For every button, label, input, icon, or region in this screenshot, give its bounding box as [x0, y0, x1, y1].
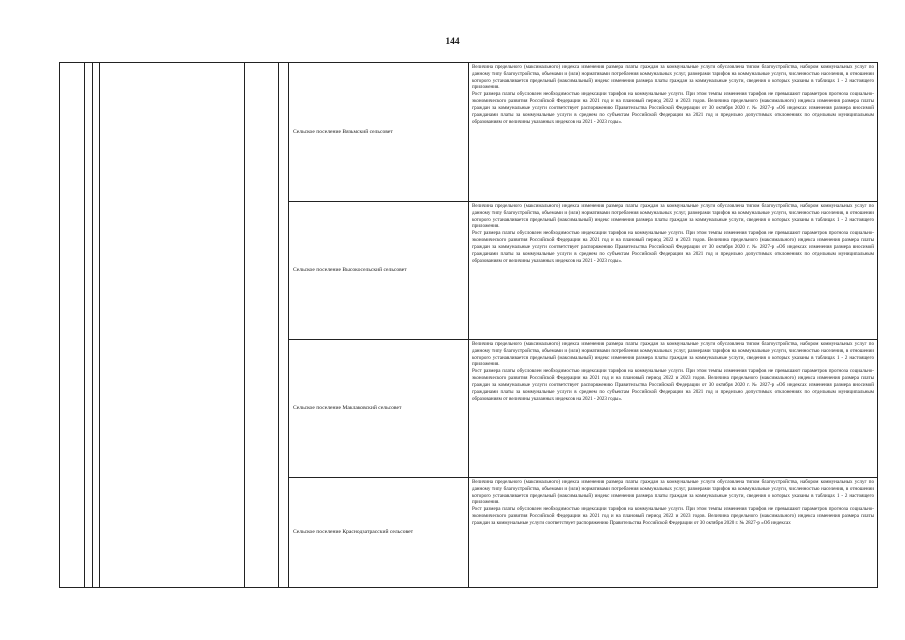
explanation-paragraph: Величина предельного (максимального) индекса изменения размера платы граждан за коммунальные услуги обусловлена типом благоустройства, набором коммунальных услуг по данному типу благоустройства, объемами и (или) нормативами потребления коммунальных услуг, размерами тарифов на коммунальные услуги, численностью населения, в отношении которого устанавливается предельный (максимальный) индекс изменения размера платы граждан за коммунальные услуги, сведения о которых указаны в таблицах 1 - 2 настоящего приложения. — [472, 203, 874, 230]
settlement-name: Сельское поселение Вязьмский сельсовет — [289, 63, 469, 202]
explanation-paragraph: Величина предельного (максимального) индекса изменения размера платы граждан за коммунальные услуги обусловлена типом благоустройства, набором коммунальных услуг по данному типу благоустройства, объемами и (или) нормативами потребления коммунальных услуг, размерами тарифов на коммунальные услуги, численностью населения, в отношении которого устанавливается предельный (максимальный) индекс изменения размера платы граждан за коммунальные услуги, сведения о которых указаны в таблицах 1 - 2 настоящего приложения. — [472, 479, 874, 506]
blank-cell — [100, 63, 245, 588]
settlement-name: Сельское поселение Маклаковский сельсовет — [289, 340, 469, 478]
page-number: 144 — [445, 37, 460, 47]
explanation-cell — [469, 340, 878, 478]
explanation-paragraph: Величина предельного (максимального) индекса изменения размера платы граждан за коммунальные услуги обусловлена типом благоустройства, набором коммунальных услуг по данному типу благоустройства, объемами и (или) нормативами потребления коммунальных услуг, размерами тарифов на коммунальные услуги, численностью населения, в отношении которого устанавливается предельный (максимальный) индекс изменения размера платы граждан за коммунальные услуги, сведения о которых указаны в таблицах 1 - 2 настоящего приложения. — [472, 64, 874, 91]
settlement-name: Сельское поселение Высокосельский сельсовет — [289, 202, 469, 340]
blank-cell — [85, 63, 93, 588]
explanation-cell — [469, 478, 878, 588]
explanation-paragraph: Рост размера платы обусловлен необходимостью индексации тарифов на коммунальные услуги. При этом темпы изменения тарифов не превышают параметров прогноза социально-экономического развития Российской Федерации на 2021 год и на плановый период 2022 и 2023 годов. Величина предельного (максимального) индекса изменения размера платы граждан за коммунальные услуги соответствует распоряжению Правительства Российской Федерации от 30 октября 2020 г. № 2827-р «Об индексах — [472, 506, 874, 526]
table-row — [60, 63, 878, 202]
explanation-paragraph: Рост размера платы обусловлен необходимостью индексации тарифов на коммунальные услуги. При этом темпы изменения тарифов не превышают параметров прогноза социально-экономического развития Российской Федерации на 2021 год и на плановый период 2022 и 2023 годов. Величина предельного (максимального) индекса изменения размера платы граждан за коммунальные услуги соответствует распоряжению Правительства Российской Федерации от 30 октября 2020 г. № 2827-р «Об индексах изменения размера вносимой гражданами платы за коммунальные услуги в среднем по субъектам Российской Федерации на 2021 год и предельно допустимых отклонениях по отдельным муниципальным образованиям от величины указанных индексов на 2021 - 2023 годы». — [472, 230, 874, 264]
explanation-paragraph: Величина предельного (максимального) индекса изменения размера платы граждан за коммунальные услуги обусловлена типом благоустройства, набором коммунальных услуг по данному типу благоустройства, объемами и (или) нормативами потребления коммунальных услуг, размерами тарифов на коммунальные услуги, численностью населения, в отношении которого устанавливается предельный (максимальный) индекс изменения размера платы граждан за коммунальные услуги, сведения о которых указаны в таблицах 1 - 2 настоящего приложения. — [472, 341, 874, 368]
explanation-cell — [469, 63, 878, 202]
settlement-name: Сельское поселение Краснодзатрасский сельсовет — [289, 478, 469, 588]
blank-cell — [93, 63, 100, 588]
explanation-paragraph: Рост размера платы обусловлен необходимостью индексации тарифов на коммунальные услуги. При этом темпы изменения тарифов не превышают параметров прогноза социально-экономического развития Российской Федерации на 2021 год и на плановый период 2022 и 2023 годов. Величина предельного (максимального) индекса изменения размера платы граждан за коммунальные услуги соответствует распоряжению Правительства Российской Федерации от 30 октября 2020 г. № 2827-р «Об индексах изменения размера вносимой гражданами платы за коммунальные услуги в среднем по субъектам Российской Федерации на 2021 год и предельно допустимых отклонениях по отдельным муниципальным образованиям от величины указанных индексов на 2021 - 2023 годы». — [472, 91, 874, 125]
settlements-table — [59, 62, 878, 588]
explanation-cell — [469, 202, 878, 340]
blank-cell — [60, 63, 85, 588]
explanation-paragraph: Рост размера платы обусловлен необходимостью индексации тарифов на коммунальные услуги. При этом темпы изменения тарифов не превышают параметров прогноза социально-экономического развития Российской Федерации на 2021 год и на плановый период 2022 и 2023 годов. Величина предельного (максимального) индекса изменения размера платы граждан за коммунальные услуги соответствует распоряжению Правительства Российской Федерации от 30 октября 2020 г. № 2827-р «Об индексах изменения размера вносимой гражданами платы за коммунальные услуги в среднем по субъектам Российской Федерации на 2021 год и предельно допустимых отклонениях по отдельным муниципальным образованиям от величины указанных индексов на 2021 - 2023 годы». — [472, 368, 874, 402]
blank-cell — [279, 63, 289, 588]
blank-cell — [245, 63, 279, 588]
